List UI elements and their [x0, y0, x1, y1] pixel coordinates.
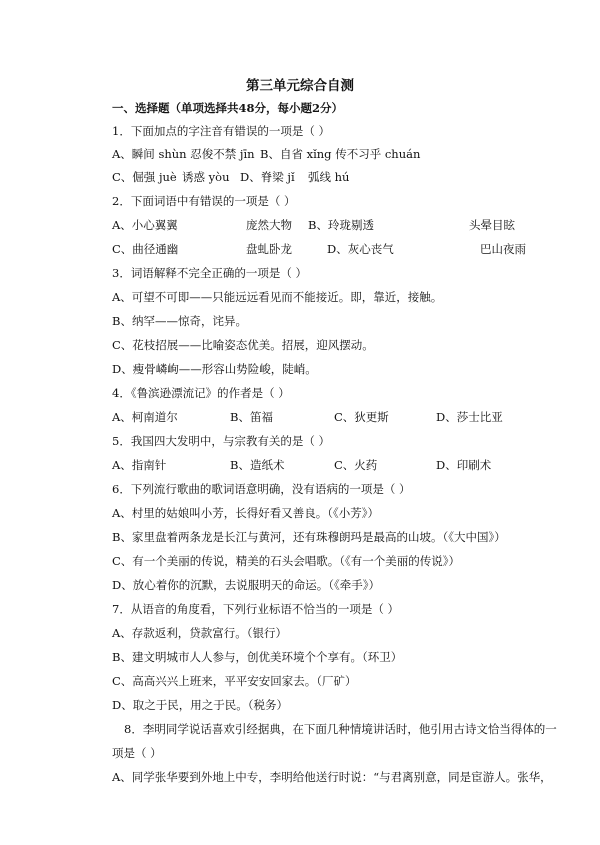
q2-option-c2: 盘虬卧龙: [246, 242, 292, 256]
q5-option-b: B、造纸术: [230, 458, 285, 472]
q1-option-d2: 弧线 hú: [308, 170, 350, 184]
q2-option-a2: 庞然大物: [246, 218, 292, 232]
q7-option-d: D、取之于民，用之于民。（税务）: [112, 698, 288, 712]
q5-option-a: A、指南针: [112, 458, 167, 472]
q1-option-c2: 诱惑 yòu: [182, 170, 230, 184]
q3-stem: 3．词语解释不完全正确的一项是（ ）: [112, 266, 307, 280]
q2-stem: 2．下面词语中有错误的一项是（ ）: [112, 194, 296, 208]
q6-option-b: B、家里盘着两条龙是长江与黄河，还有珠穆朗玛是最高的山坡。（《大中国》）: [112, 530, 506, 544]
q4-option-d: D、莎士比亚: [436, 410, 503, 424]
q6-option-a: A、村里的姑娘叫小芳，长得好看又善良。（《小芳》）: [112, 506, 380, 520]
q2-option-c1: C、曲径通幽: [112, 242, 179, 256]
q8-stem-line2: 项是（ ）: [112, 746, 162, 760]
q2-option-b1: B、玲珑剔透: [308, 218, 374, 232]
q3-option-a: A、可望不可即——只能远远看见而不能接近。即，靠近，接触。: [112, 290, 443, 304]
q6-stem: 6．下列流行歌曲的歌词语意明确，没有语病的一项是（ ）: [112, 482, 411, 496]
q5-option-c: C、火药: [334, 458, 378, 472]
q6-option-c: C、有一个美丽的传说，精美的石头会唱歌。（《有一个美丽的传说》）: [112, 554, 461, 568]
q3-option-d: D、瘦骨嶙峋——形容山势险峻，陡峭。: [112, 362, 317, 376]
q3-option-c: C、花枝招展——比喻姿态优美。招展，迎风摆动。: [112, 338, 374, 352]
q4-option-b: B、笛福: [230, 410, 273, 424]
q2-option-d2: 巴山夜雨: [480, 242, 526, 256]
q1-option-c1: C、倔强 juè: [112, 170, 177, 184]
q1-option-b: B、自省 xǐng 传不习乎 chuán: [260, 147, 421, 161]
q2-option-a1: A、小心翼翼: [112, 218, 178, 232]
q5-stem: 5．我国四大发明中，与宗教有关的是（ ）: [112, 434, 330, 448]
q8-stem-line1: 8．李明同学说话喜欢引经据典，在下面几种情境讲话时，他引用古诗文恰当得体的一: [124, 722, 557, 736]
q2-option-b2: 头晕目眩: [469, 218, 515, 232]
q3-option-b: B、纳罕——惊奇，诧异。: [112, 314, 247, 328]
q2-option-d1: D、灰心丧气: [327, 242, 394, 256]
q1-option-a: A、瞬间 shùn 忍俊不禁 jīn: [112, 147, 255, 161]
q7-option-c: C、高高兴兴上班来，平平安安回家去。（厂矿）: [112, 674, 357, 688]
q7-option-a: A、存款返利，贷款富行。（银行）: [112, 626, 288, 640]
q8-option-a: A、同学张华要到外地上中专，李明给他送行时说：“与君离别意，同是宦游人。张华，: [112, 770, 552, 784]
q1-stem: 1．下面加点的字注音有错误的一项是（ ）: [112, 124, 330, 138]
q5-option-d: D、印刷术: [436, 458, 492, 472]
q7-option-b: B、建文明城市人人参与，创优美环境个个享有。（环卫）: [112, 650, 403, 664]
q1-option-d1: D、脊梁 jǐ: [240, 170, 295, 184]
q6-option-d: D、放心着你的沉默，去说服明天的命运。（《牵手》）: [112, 578, 380, 592]
q7-stem: 7．从语音的角度看，下列行业标语不恰当的一项是（ ）: [112, 602, 399, 616]
section-heading: 一、选择题（单项选择共48分，每小题2分）: [112, 101, 344, 115]
page-title: 第三单元综合自测: [246, 78, 354, 94]
q4-option-c: C、狄更斯: [334, 410, 389, 424]
q4-stem: 4．《鲁滨逊漂流记》的作者是（ ）: [112, 386, 290, 400]
q4-option-a: A、柯南道尔: [112, 410, 178, 424]
